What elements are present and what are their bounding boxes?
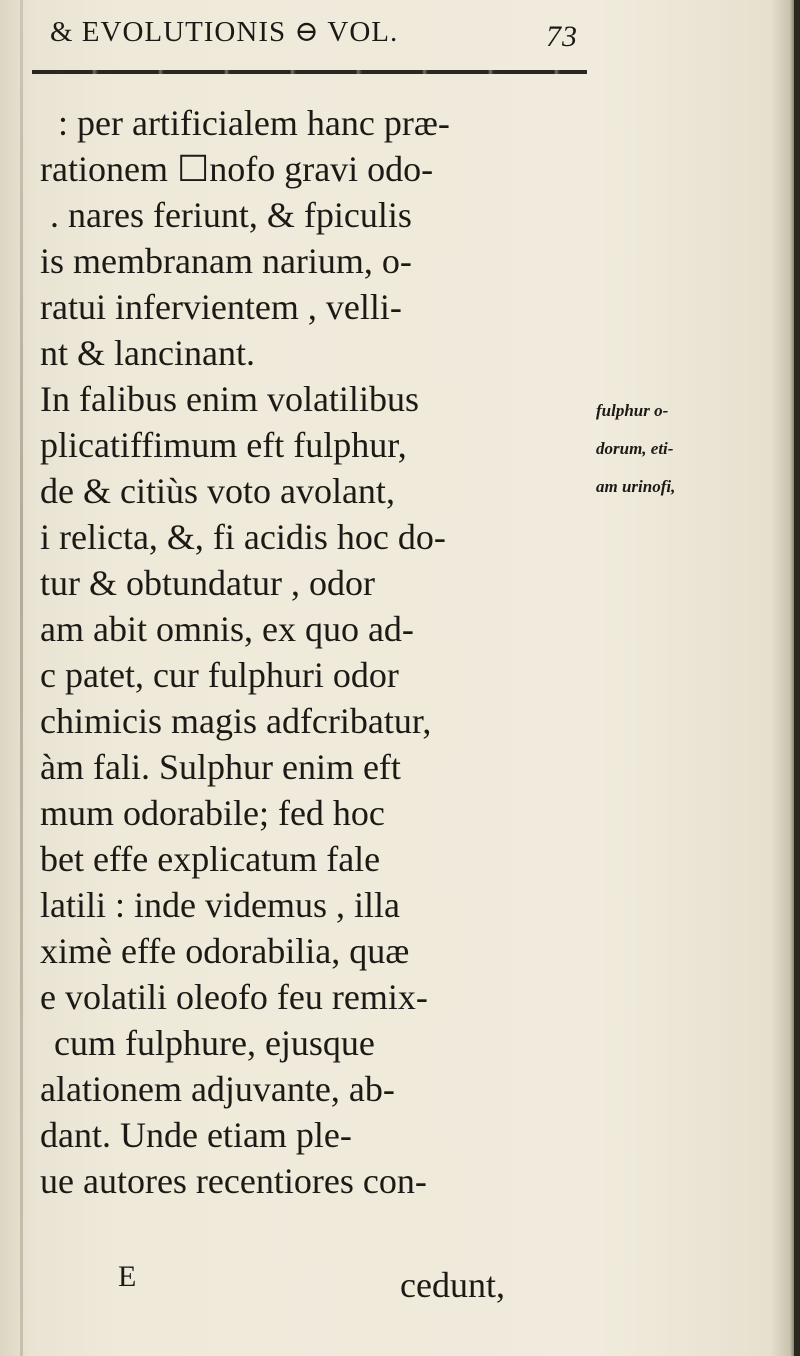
text-line: tur & obtundatur , odor (40, 563, 375, 603)
text-line: bet effe explicatum fale (40, 839, 381, 879)
text-line: àm fali. Sulphur enim eft (40, 747, 401, 787)
margin-note-line: dorum, eti- (596, 439, 674, 458)
text-line: alationem adjuvante, ab- (40, 1069, 395, 1109)
text-line: dant. Unde etiam ple- (40, 1115, 352, 1155)
margin-note-line: fulphur o- (596, 401, 669, 420)
text-line: latili : inde videmus , illa (40, 885, 400, 925)
margin-note-line: am urinofi, (596, 477, 676, 496)
text-line: plicatiffimum eft fulphur, (40, 425, 407, 465)
running-header (50, 14, 590, 54)
text-line: . nares feriunt, & fpiculis (50, 195, 412, 235)
text-line: rationem ☐nofo gravi odo- (40, 149, 434, 189)
header-rule (32, 70, 587, 74)
signature-mark: E (118, 1260, 137, 1293)
page-edge (794, 0, 800, 1356)
text-line: mum odorabile; fed hoc (40, 793, 385, 833)
catchword: cedunt, (400, 1265, 505, 1305)
text-line: am abit omnis, ex quo ad- (40, 609, 414, 649)
gutter-shadow (20, 0, 23, 1356)
text-line: ue autores recentiores con- (40, 1161, 427, 1201)
text-line: chimicis magis adfcribatur, (40, 701, 432, 741)
text-line: cum fulphure, ejusque (54, 1023, 375, 1063)
text-line: e volatili oleofo feu remix- (40, 977, 428, 1017)
text-line: ratui infervientem , velli- (40, 287, 402, 327)
text-line: In falibus enim volatilibus (40, 379, 419, 419)
page-number: 73 (546, 20, 578, 53)
text-line: de & citiùs voto avolant, (40, 471, 395, 511)
text-line: c patet, cur fulphuri odor (40, 655, 399, 695)
text-line: : per artificialem hanc præ- (58, 103, 450, 143)
text-line: ximè effe odorabilia, quæ (40, 931, 410, 971)
text-line: i relicta, &, fi acidis hoc do- (40, 517, 446, 557)
running-title: & EVOLUTIONIS ⊖ VOL. (50, 16, 399, 48)
text-line: is membranam narium, o- (40, 241, 412, 281)
text-line: nt & lancinant. (40, 333, 255, 373)
